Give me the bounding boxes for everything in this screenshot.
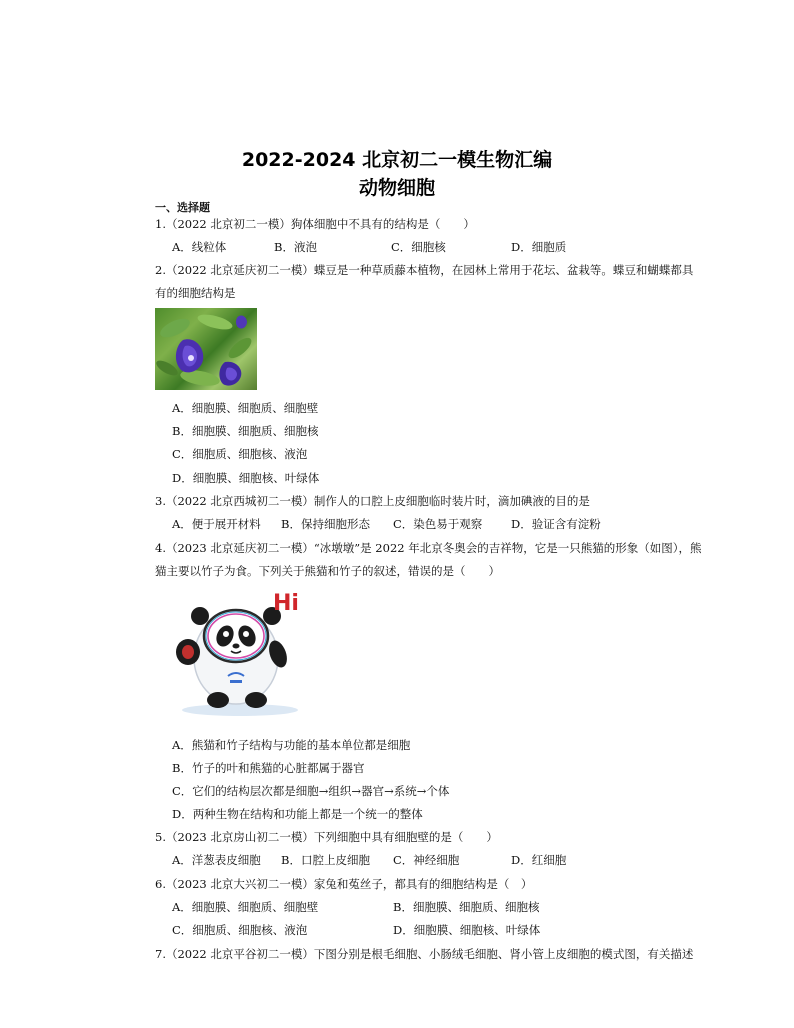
question-6-option-b: B．细胞膜、细胞质、细胞核 — [393, 900, 540, 914]
question-2-option-d: D．细胞膜、细胞核、叶绿体 — [172, 471, 320, 485]
bing-dwen-dwen-image — [170, 588, 310, 718]
question-7-stem: 7.（2022 北京平谷初二一模）下图分别是根毛细胞、小肠绒毛细胞、肾小管上皮细胞的模式图，有关描述 — [155, 947, 694, 961]
question-4-option-a: A．熊猫和竹子结构与功能的基本单位都是细胞 — [172, 738, 411, 752]
question-4-option-b: B．竹子的叶和熊猫的心脏都属于器官 — [172, 761, 365, 775]
question-1-stem: 1.（2022 北京初二一模）狗体细胞中不具有的结构是（ ） — [155, 217, 475, 231]
question-6-option-d: D．细胞膜、细胞核、叶绿体 — [393, 923, 541, 937]
question-5-option-b: B．口腔上皮细胞 — [281, 853, 370, 867]
butterfly-pea-flower-image — [155, 308, 257, 390]
question-2-option-c: C．细胞质、细胞核、液泡 — [172, 447, 308, 461]
butterfly-pea-flower-illustration — [155, 308, 257, 390]
question-1-option-a: A．线粒体 — [172, 240, 227, 254]
page-subtitle: 动物细胞 — [358, 177, 435, 199]
question-4-option-c: C．它们的结构层次都是细胞→组织→器官→系统→个体 — [172, 784, 450, 798]
question-5-option-c: C．神经细胞 — [393, 853, 460, 867]
page-title: 2022-2024 北京初二一模生物汇编 — [241, 149, 553, 171]
question-3-option-b: B．保持细胞形态 — [281, 517, 370, 531]
question-5-option-d: D．红细胞 — [511, 853, 567, 867]
question-6-option-a: A．细胞膜、细胞质、细胞壁 — [172, 900, 319, 914]
question-2-option-a: A．细胞膜、细胞质、细胞壁 — [172, 401, 319, 415]
question-2-option-b: B．细胞膜、细胞质、细胞核 — [172, 424, 319, 438]
question-3-option-a: A．便于展开材料 — [172, 517, 261, 531]
question-3-option-c: C．染色易于观察 — [393, 517, 483, 531]
section-heading: 一、选择题 — [155, 201, 210, 214]
question-1-option-b: B．液泡 — [274, 240, 317, 254]
question-4-stem-line-1: 4.（2023 北京延庆初二一模）“冰墩墩”是 2022 年北京冬奥会的吉祥物，它是一只熊猫的形象（如图），熊 — [155, 541, 702, 555]
panda-image-hi-text: Hi — [273, 591, 299, 616]
question-4-stem-line-2: 猫主要以竹子为食。下列关于熊猫和竹子的叙述，错误的是（ ） — [155, 564, 500, 578]
question-3-option-d: D．验证含有淀粉 — [511, 517, 601, 531]
question-4-option-d: D．两种生物在结构和功能上都是一个统一的整体 — [172, 807, 423, 821]
question-1-option-c: C．细胞核 — [391, 240, 446, 254]
question-5-stem: 5.（2023 北京房山初二一模）下列细胞中具有细胞壁的是（ ） — [155, 830, 498, 844]
question-3-stem: 3.（2022 北京西城初二一模）制作人的口腔上皮细胞临时装片时，滴加碘液的目的是 — [155, 494, 590, 508]
question-6-stem: 6.（2023 北京大兴初二一模）家兔和菟丝子，都具有的细胞结构是（ ） — [155, 877, 533, 891]
question-6-option-c: C．细胞质、细胞核、液泡 — [172, 923, 308, 937]
question-2-stem-line-1: 2.（2022 北京延庆初二一模）蝶豆是一种草质藤本植物，在园林上常用于花坛、盆栽等。蝶豆和蝴蝶都具 — [155, 263, 694, 277]
question-5-option-a: A．洋葱表皮细胞 — [172, 853, 261, 867]
question-2-stem-line-2: 有的细胞结构是 — [155, 286, 236, 300]
question-1-option-d: D．细胞质 — [511, 240, 567, 254]
